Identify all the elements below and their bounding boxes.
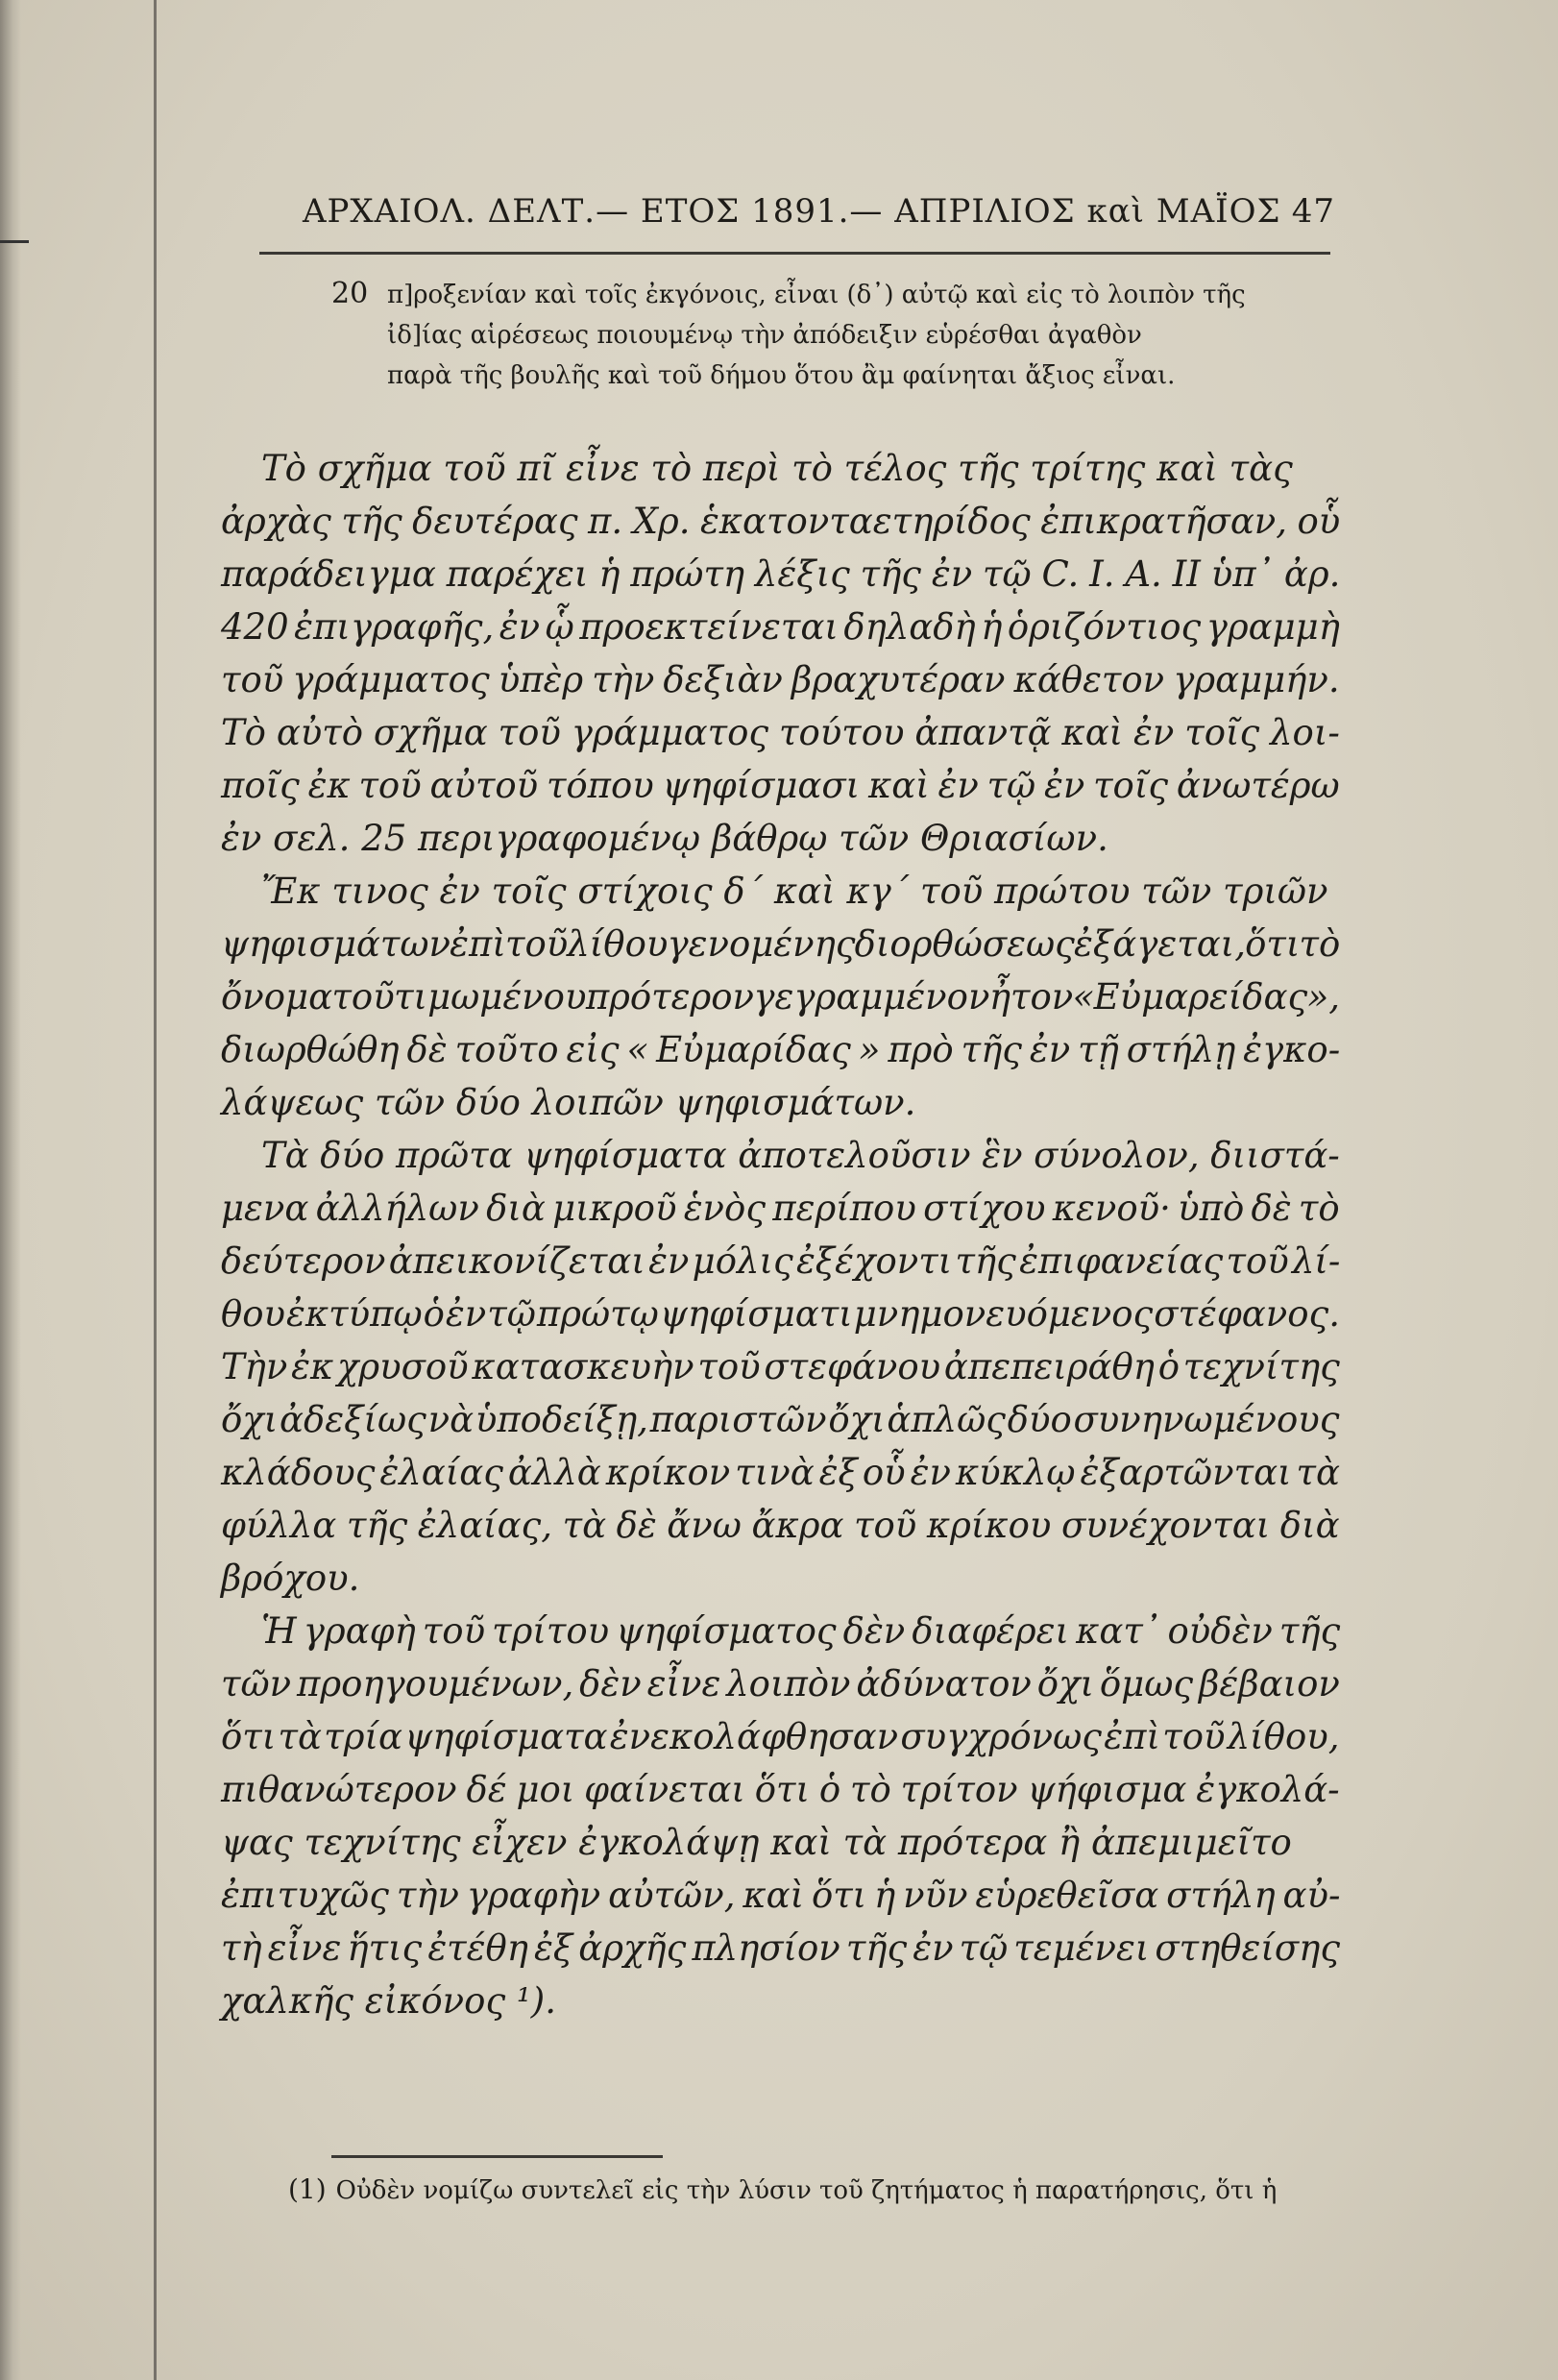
header-title: ΑΡΧΑΙΟΛ. ΔΕΛΤ.— ΕΤΟΣ 1891.— ΑΠΡΙΛΙΟΣ καὶ ΜΑΪΟΣ (303, 192, 1281, 231)
body-line: ὄχι ἀδεξίως νὰ ὑποδείξῃ, παριστῶν ὄχι ἁπλῶς δύο συνηνωμένους (221, 1399, 1340, 1440)
body-line: ἐν σελ. 25 περιγραφομένῳ βάθρῳ τῶν Θριασίων. (221, 818, 1108, 859)
body-line: κλάδους ἐλαίας ἀλλὰ κρίκον τινὰ ἐξ οὗ ἐν κύκλῳ ἐξαρτῶνται τὰ (221, 1452, 1340, 1493)
body-line: τοῦ γράμματος ὑπὲρ τὴν δεξιὰν βραχυτέραν κάθετον γραμμήν. (221, 659, 1340, 700)
body-line: Τὸ αὐτὸ σχῆμα τοῦ γράμματος τούτου ἀπαντᾷ καὶ ἐν τοῖς λοι- (221, 712, 1340, 753)
body-line: τὴ εἶνε ἥτις ἐτέθη ἐξ ἀρχῆς πλησίον τῆς ἐν τῷ τεμένει στηθείσης (221, 1927, 1341, 1969)
inscription-block (331, 274, 1330, 396)
body-line: Ἔκ τινος ἐν τοῖς στίχοις δ´ καὶ κγ´ τοῦ πρώτου τῶν τριῶν (261, 871, 1328, 912)
inscription-line: παρὰ τῆς βουλῆς καὶ τοῦ δήμου ὅτου ἂμ φαίνηται ἄξιος εἶναι. (387, 361, 1176, 390)
body-line: χαλκῆς εἰκόνος ¹). (221, 1980, 556, 2022)
inscription-line (331, 274, 1330, 315)
body-line: ὄνομα τοῦ τιμωμένου πρότερον γεγραμμένον ἦτον « Εὐμαρείδας », (221, 976, 1341, 1018)
body-line: μενα ἀλλήλων διὰ μικροῦ ἑνὸς περίπου στίχου κενοῦ· ὑπὸ δὲ τὸ (221, 1188, 1340, 1229)
footnote (288, 2173, 1345, 2205)
body-text (221, 442, 1340, 2027)
header-rule (259, 252, 1330, 255)
footnote-text: Οὐδὲν νομίζω συντελεῖ εἰς τὴν λύσιν τοῦ ζητήματος ἡ παρατήρησις, ὅτι ἡ (335, 2176, 1278, 2205)
body-line: ψηφισμάτων ἐπὶ τοῦ λίθου γενομένης διορθώσεως ἐξάγεται, ὅτι τὸ (221, 923, 1341, 965)
body-line: λάψεως τῶν δύο λοιπῶν ψηφισμάτων. (221, 1082, 916, 1123)
page-gutter-shadow (0, 0, 21, 2380)
body-line: Ἡ γραφὴ τοῦ τρίτου ψηφίσματος δὲν διαφέρει κατ᾽ οὐδὲν τῆς (261, 1610, 1341, 1652)
inscription-line: ἰδ]ίας αἱρέσεως ποιουμένῳ τὴν ἀπόδειξιν εὑρέσθαι ἀγαθὸν (387, 321, 1142, 350)
running-header (303, 192, 1335, 240)
body-line: Τὴν ἐκ χρυσοῦ κατασκευὴν τοῦ στεφάνου ἀπεπειράθη ὁ τεχνίτης (221, 1346, 1340, 1387)
body-line: δεύτερον ἀπεικονίζεται ἐν μόλις ἐξέχοντι τῆς ἐπιφανείας τοῦ λί- (221, 1240, 1341, 1282)
margin-tick (0, 240, 29, 243)
body-line: διωρθώθη δὲ τοῦτο εἰς « Εὐμαρίδας » πρὸ τῆς ἐν τῇ στήλῃ ἐγκο- (221, 1029, 1341, 1070)
page-number: 47 (1291, 192, 1335, 231)
body-line: παράδειγμα παρέχει ἡ πρώτη λέξις τῆς ἐν τῷ C. I. A. II ὑπ᾽ ἀρ. (221, 553, 1341, 595)
body-line: θου ἐκτύπῳ ὁ ἐν τῷ πρώτῳ ψηφίσματι μνημονευόμενος στέφανος. (221, 1293, 1340, 1335)
body-line: φύλλα τῆς ἐλαίας, τὰ δὲ ἄνω ἄκρα τοῦ κρίκου συνέχονται διὰ (221, 1505, 1340, 1546)
body-line: ἀρχὰς τῆς δευτέρας π. Χρ. ἑκατονταετηρίδος ἐπικρατῆσαν, οὗ (221, 501, 1341, 542)
body-line: ἐπιτυχῶς τὴν γραφὴν αὐτῶν, καὶ ὅτι ἡ νῦν εὑρεθεῖσα στήλη αὐ- (221, 1875, 1341, 1916)
inscription-text: π]ροξενίαν καὶ τοῖς ἐκγόνοις, εἶναι (δ᾽) αὐτῷ καὶ εἰς τὸ λοιπὸν τῆς (387, 281, 1246, 309)
body-line: ψας τεχνίτης εἶχεν ἐγκολάψῃ καὶ τὰ πρότερα ἢ ἀπεμιμεῖτο (221, 1822, 1292, 1863)
body-line: τῶν προηγουμένων, δὲν εἶνε λοιπὸν ἀδύνατον ὄχι ὅμως βέβαιον (221, 1663, 1340, 1705)
footnote-rule (331, 2155, 663, 2158)
body-line: ποῖς ἐκ τοῦ αὐτοῦ τόπου ψηφίσμασι καὶ ἐν τῷ ἐν τοῖς ἀνωτέρω (221, 765, 1340, 806)
body-line: Τὰ δύο πρῶτα ψηφίσματα ἀποτελοῦσιν ἓν σύνολον, διιστά- (261, 1135, 1340, 1176)
body-line: 420 ἐπιγραφῆς, ἐν ᾧ προεκτείνεται δηλαδὴ ἡ ὁριζόντιος γραμμὴ (221, 606, 1340, 648)
body-line: ὅτι τὰ τρία ψηφίσματα ἐνεκολάφθησαν συγχρόνως ἐπὶ τοῦ λίθου, (221, 1716, 1340, 1757)
footnote-mark: (1) (288, 2173, 327, 2205)
line-number: 20 (331, 277, 369, 310)
body-line: πιθανώτερον δέ μοι φαίνεται ὅτι ὁ τὸ τρίτον ψήφισμα ἐγκολά- (221, 1769, 1340, 1810)
binding-edge-line (154, 0, 157, 2380)
body-line: βρόχου. (221, 1558, 360, 1599)
body-line: Τὸ σχῆμα τοῦ πῖ εἶνε τὸ περὶ τὸ τέλος τῆς τρίτης καὶ τὰς (261, 448, 1293, 489)
